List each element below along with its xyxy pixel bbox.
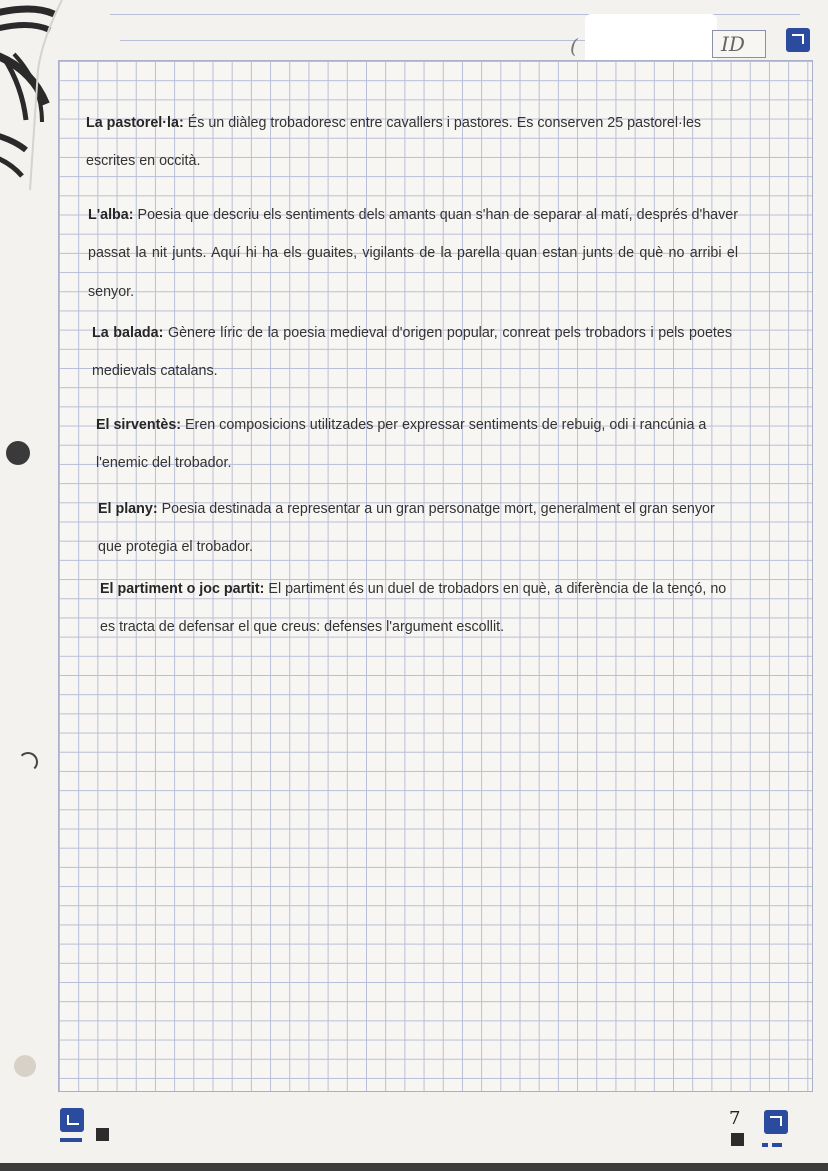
bottom-left-corner-badge — [60, 1108, 84, 1132]
entry-term: El sirventès: — [96, 417, 182, 433]
entry-alba — [88, 196, 738, 311]
entry-term: El partiment o joc partit: — [100, 581, 265, 597]
page-bottom-edge — [0, 1163, 828, 1171]
bottom-right-corner-badge — [764, 1110, 788, 1134]
bottom-right-bar-mark-1 — [762, 1143, 768, 1147]
date-box: ID — [712, 30, 766, 58]
date-prefix: ( — [570, 34, 578, 58]
entry-text: Poesia que descriu els sentiments dels amants quan s'han de separar al matí, després d'haver passat la nit junts. Aquí hi ha els guaites, vigilants de la parella quan estan junts de què no arribi el senyor. — [88, 207, 738, 300]
entry-term: El plany: — [98, 501, 158, 517]
top-right-corner-badge — [786, 28, 810, 52]
entry-term: La pastorel·la: — [86, 115, 184, 131]
entry-term: La balada: — [92, 325, 164, 341]
punch-hole-middle — [18, 752, 38, 772]
entry-text: El partiment és un duel de trobadors en què, a diferència de la tençó, no es tracta de defensar el que creus: defenses l'argument escollit. — [100, 581, 727, 636]
bottom-right-bar-mark-2 — [772, 1143, 782, 1147]
bottom-left-black-square — [96, 1128, 109, 1141]
entry-term: L'alba: — [88, 207, 134, 223]
entry-text: Eren composicions utilitzades per expressar sentiments de rebuig, odi i rancúnia a l'enemic del trobador. — [96, 417, 707, 472]
entry-pastorella — [86, 104, 736, 181]
punch-hole-top — [6, 441, 30, 465]
entry-text: Gènere líric de la poesia medieval d'origen popular, conreat pels trobadors i pels poetes medievals catalans. — [92, 325, 732, 380]
entry-text: És un diàleg trobadoresc entre cavallers i pastores. Es conserven 25 pastorel·les escrites en occità. — [86, 115, 702, 170]
page-number: 7 — [729, 1108, 741, 1129]
entry-balada — [92, 314, 732, 391]
bottom-left-bar-mark — [60, 1138, 82, 1142]
entry-text: Poesia destinada a representar a un gran personatge mort, generalment el gran senyor que protegia el trobador. — [98, 501, 715, 556]
entry-sirventes — [96, 406, 736, 483]
bottom-right-black-square — [731, 1133, 744, 1146]
entry-plany — [98, 490, 738, 567]
punch-hole-bottom — [14, 1055, 36, 1077]
entry-partiment — [100, 570, 740, 647]
